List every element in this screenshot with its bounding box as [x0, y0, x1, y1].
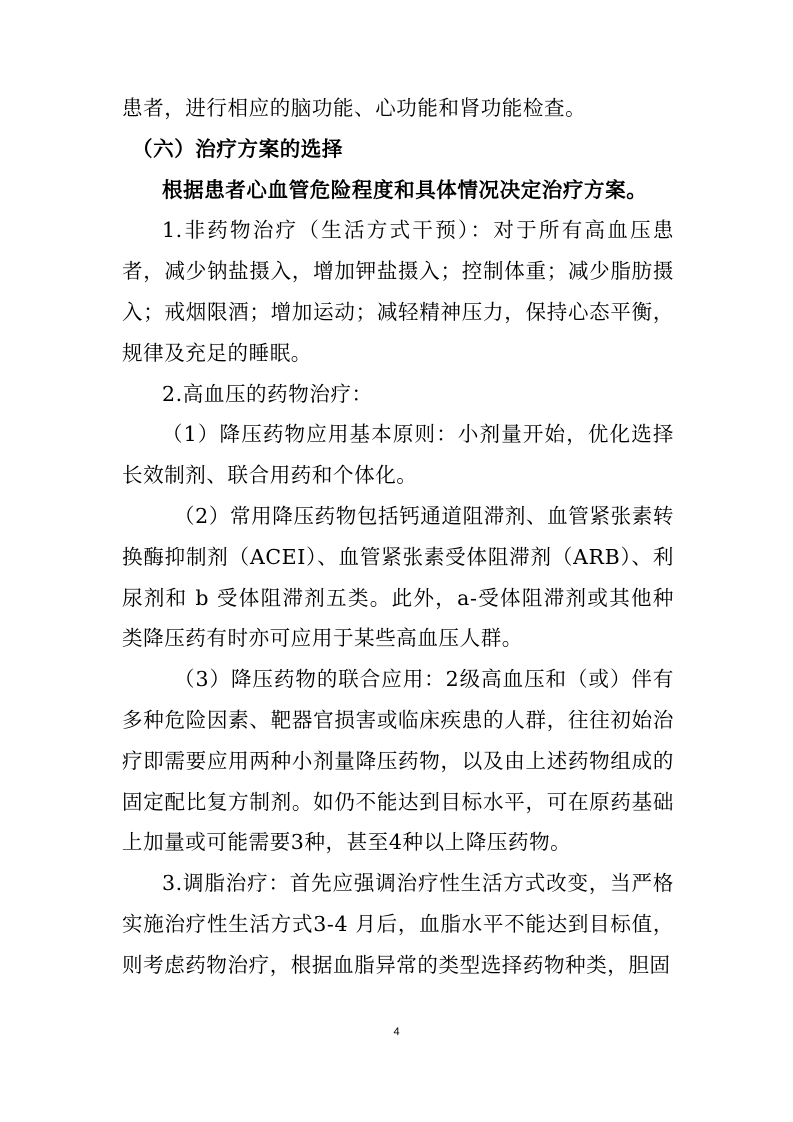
- paragraph-continuation: 患者，进行相应的脑功能、心功能和肾功能检查。: [122, 96, 587, 120]
- page-number: 4: [393, 1026, 400, 1038]
- paragraph-intro: 根据患者心血管危险程度和具体情况决定治疗方案。: [162, 177, 648, 202]
- paragraph-combination: （3）降压药物的联合应用：2级高血压和（或）伴有多种危险因素、靶器官损害或临床疾患的人群，往往初始治疗即需要应用两种小剂量降压药物，以及由上述药物组成的固定配比复方制剂。如仍不能达到目标水平，可在原药基础上加量或可能需要3种，甚至4种以上降压药物。: [122, 667, 674, 855]
- paragraph-non-drug-treatment: 1.非药物治疗（生活方式干预）：对于所有高血压患者，减少钠盐摄入，增加钾盐摄入；控制体重；减少脂肪摄入；戒烟限酒；增加运动；减轻精神压力，保持心态平衡，规律及充足的睡眠。: [122, 218, 674, 365]
- paragraph-lipid-treatment: 3.调脂治疗：首先应强调治疗性生活方式改变，当严格实施治疗性生活方式3-4 月后，血脂水平不能达到目标值，则考虑药物治疗，根据血脂异常的类型选择药物种类，胆固: [122, 871, 674, 977]
- section-heading: （六）治疗方案的选择: [132, 136, 343, 161]
- paragraph-drug-treatment-title: 2.高血压的药物治疗：: [162, 381, 373, 406]
- document-body: [122, 88, 674, 986]
- paragraph-common-drugs: （2）常用降压药物包括钙通道阻滞剂、血管紧张素转换酶抑制剂（ACEI）、血管紧张素受体阻滞剂（ARB）、利尿剂和 b 受体阻滞剂五类。此外，a-受体阻滞剂或其他种类降压药有时亦可应用于某些高血压人群。: [122, 503, 674, 651]
- paragraph-principles: （1）降压药物应用基本原则：小剂量开始，优化选择长效制剂、联合用药和个体化。: [122, 422, 674, 488]
